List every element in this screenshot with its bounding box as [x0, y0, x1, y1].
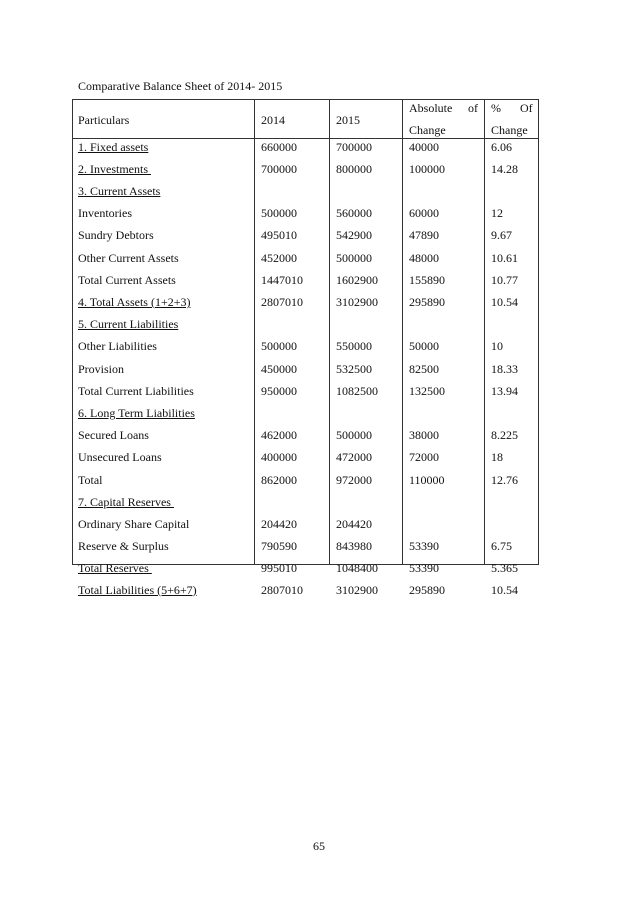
row-other-current-assets-label: Other Current Assets	[78, 251, 179, 265]
row-investments-label: 2. Investments	[78, 162, 151, 176]
header-absolute-change: Change	[409, 123, 446, 137]
row-other-liabilities-label: Other Liabilities	[78, 339, 157, 353]
header-absolute-of: of	[468, 101, 478, 115]
row-total-current-liabilities-label: Total Current Liabilities	[78, 384, 194, 398]
row-other-current-assets-pct: 10.61	[491, 251, 518, 265]
row-investments-abs: 100000	[409, 162, 445, 176]
row-total-long-term-2015: 972000	[336, 473, 372, 487]
row-total-liabilities-pct: 10.54	[491, 583, 518, 597]
row-sundry-debtors-2014: 495010	[261, 228, 297, 242]
column-divider	[254, 100, 255, 564]
row-total-current-liabilities-abs: 132500	[409, 384, 445, 398]
row-unsecured-loans-2014: 400000	[261, 450, 297, 464]
row-fixed-assets-2014: 660000	[261, 140, 297, 154]
row-total-reserves-label: Total Reserves	[78, 561, 152, 575]
row-total-liabilities-2014: 2807010	[261, 583, 303, 597]
header-2015: 2015	[336, 113, 360, 127]
row-ordinary-share-capital-label: Ordinary Share Capital	[78, 517, 190, 531]
column-divider	[402, 100, 403, 564]
row-fixed-assets-abs: 40000	[409, 140, 439, 154]
row-provision-abs: 82500	[409, 362, 439, 376]
header-percent-sign: %	[491, 101, 501, 115]
header-2014: 2014	[261, 113, 285, 127]
row-other-liabilities-2014: 500000	[261, 339, 297, 353]
row-total-long-term-abs: 110000	[409, 473, 445, 487]
row-total-long-term-2014: 862000	[261, 473, 297, 487]
row-total-assets-abs: 295890	[409, 295, 445, 309]
row-investments-2015: 800000	[336, 162, 372, 176]
row-ordinary-share-capital-2014: 204420	[261, 517, 297, 531]
row-secured-loans-label: Secured Loans	[78, 428, 149, 442]
row-total-long-term-label: Total	[78, 473, 103, 487]
row-total-current-liabilities-2015: 1082500	[336, 384, 378, 398]
row-inventories-pct: 12	[491, 206, 503, 220]
row-ordinary-share-capital-2015: 204420	[336, 517, 372, 531]
row-other-liabilities-2015: 550000	[336, 339, 372, 353]
column-divider	[484, 100, 485, 564]
header-divider	[73, 138, 538, 139]
row-total-liabilities-abs: 295890	[409, 583, 445, 597]
row-secured-loans-2014: 462000	[261, 428, 297, 442]
row-reserve-surplus-abs: 53390	[409, 539, 439, 553]
row-investments-2014: 700000	[261, 162, 297, 176]
row-unsecured-loans-abs: 72000	[409, 450, 439, 464]
row-secured-loans-pct: 8.225	[491, 428, 518, 442]
row-total-current-assets-label: Total Current Assets	[78, 273, 176, 287]
row-investments-pct: 14.28	[491, 162, 518, 176]
row-fixed-assets-2015: 700000	[336, 140, 372, 154]
row-provision-2015: 532500	[336, 362, 372, 376]
row-reserve-surplus-label: Reserve & Surplus	[78, 539, 169, 553]
row-reserve-surplus-2015: 843980	[336, 539, 372, 553]
row-total-long-term-pct: 12.76	[491, 473, 518, 487]
row-total-current-assets-2014: 1447010	[261, 273, 303, 287]
row-total-current-assets-2015: 1602900	[336, 273, 378, 287]
row-other-current-assets-2015: 500000	[336, 251, 372, 265]
row-total-liabilities-2015: 3102900	[336, 583, 378, 597]
row-total-reserves-pct: 5.365	[491, 561, 518, 575]
row-sundry-debtors-label: Sundry Debtors	[78, 228, 154, 242]
row-other-current-assets-2014: 452000	[261, 251, 297, 265]
header-percent-change: Change	[491, 123, 528, 137]
row-total-current-assets-abs: 155890	[409, 273, 445, 287]
header-particulars: Particulars	[78, 113, 130, 127]
page-number: 65	[313, 839, 325, 853]
row-total-liabilities-label: Total Liabilities (5+6+7)	[78, 583, 197, 597]
header-percent-of: Of	[520, 101, 533, 115]
section-current-liabilities: 5. Current Liabilities	[78, 317, 179, 331]
section-capital-reserves: 7. Capital Reserves	[78, 495, 174, 509]
row-other-liabilities-abs: 50000	[409, 339, 439, 353]
row-total-reserves-abs: 53390	[409, 561, 439, 575]
row-unsecured-loans-label: Unsecured Loans	[78, 450, 162, 464]
row-unsecured-loans-pct: 18	[491, 450, 503, 464]
row-inventories-2015: 560000	[336, 206, 372, 220]
row-inventories-2014: 500000	[261, 206, 297, 220]
row-total-current-assets-pct: 10.77	[491, 273, 518, 287]
row-reserve-surplus-pct: 6.75	[491, 539, 512, 553]
header-absolute: Absolute	[409, 101, 453, 115]
row-total-assets-label: 4. Total Assets (1+2+3)	[78, 295, 191, 309]
row-unsecured-loans-2015: 472000	[336, 450, 372, 464]
column-divider	[329, 100, 330, 564]
balance-sheet-table	[72, 99, 539, 597]
row-total-current-liabilities-pct: 13.94	[491, 384, 518, 398]
row-total-assets-pct: 10.54	[491, 295, 518, 309]
row-fixed-assets-label: 1. Fixed assets	[78, 140, 149, 154]
row-total-current-liabilities-2014: 950000	[261, 384, 297, 398]
row-reserve-surplus-2014: 790590	[261, 539, 297, 553]
row-provision-label: Provision	[78, 362, 125, 376]
row-sundry-debtors-2015: 542900	[336, 228, 372, 242]
row-inventories-abs: 60000	[409, 206, 439, 220]
document-title: Comparative Balance Sheet of 2014- 2015	[78, 79, 283, 93]
row-inventories-label: Inventories	[78, 206, 132, 220]
row-total-reserves-2015: 1048400	[336, 561, 378, 575]
row-secured-loans-2015: 500000	[336, 428, 372, 442]
row-provision-2014: 450000	[261, 362, 297, 376]
section-long-term-liabilities: 6. Long Term Liabilities	[78, 406, 195, 420]
section-current-assets: 3. Current Assets	[78, 184, 161, 198]
row-fixed-assets-pct: 6.06	[491, 140, 512, 154]
row-other-current-assets-abs: 48000	[409, 251, 439, 265]
row-total-assets-2014: 2807010	[261, 295, 303, 309]
row-provision-pct: 18.33	[491, 362, 518, 376]
row-sundry-debtors-abs: 47890	[409, 228, 439, 242]
row-other-liabilities-pct: 10	[491, 339, 503, 353]
row-total-assets-2015: 3102900	[336, 295, 378, 309]
row-sundry-debtors-pct: 9.67	[491, 228, 512, 242]
row-secured-loans-abs: 38000	[409, 428, 439, 442]
row-total-reserves-2014: 995010	[261, 561, 297, 575]
